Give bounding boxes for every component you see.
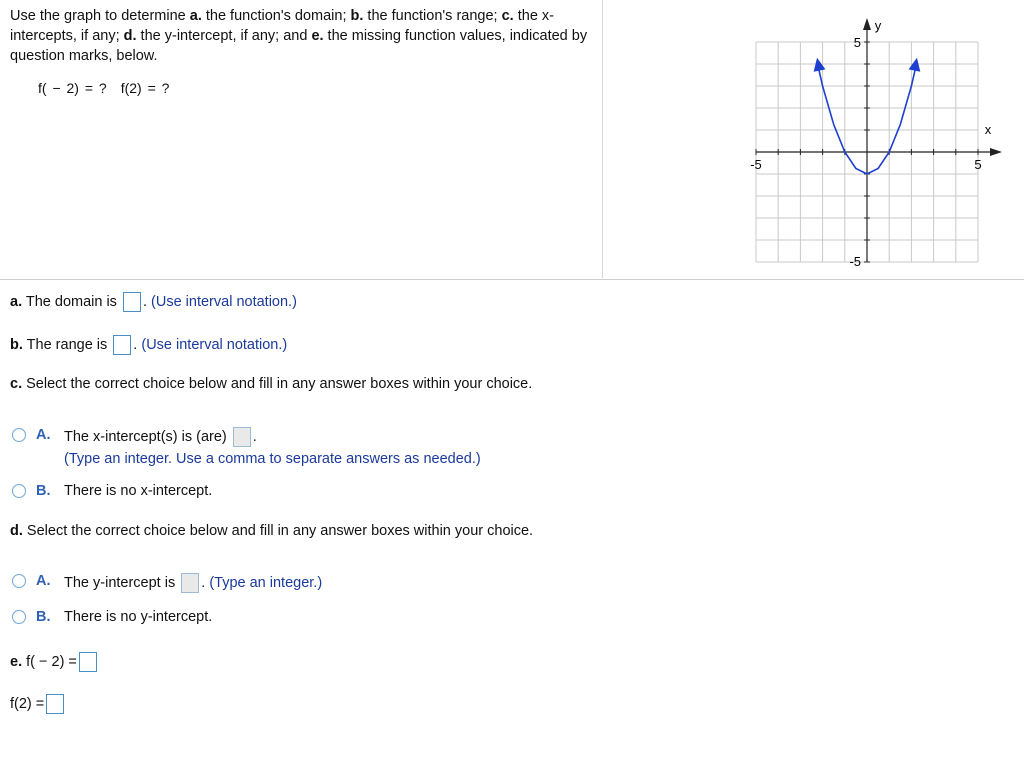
f-2-unknown: f(2) = ? xyxy=(120,80,170,96)
choice-c-b-letter: B. xyxy=(36,483,51,499)
prompt-text: the missing function values, indicated by question marks, below. xyxy=(10,28,588,64)
vertical-divider xyxy=(602,0,603,278)
choice-c-b-radio[interactable] xyxy=(12,484,26,498)
question-b-label: b. xyxy=(10,336,23,353)
x-intercept-answer-box[interactable] xyxy=(233,427,251,447)
domain-answer-box[interactable] xyxy=(123,292,141,312)
question-c-label: c. xyxy=(10,376,23,392)
question-d xyxy=(10,523,533,539)
y-tick-label-max: 5 xyxy=(853,35,861,50)
question-b-period: . xyxy=(133,336,138,353)
f2-answer-box[interactable] xyxy=(46,694,64,714)
f-neg2-answer-box[interactable] xyxy=(79,652,97,672)
missing-values-line xyxy=(38,80,183,96)
y-axis-label: y xyxy=(874,18,882,33)
question-b-hint: (Use interval notation.) xyxy=(141,336,288,353)
curve-right-arrow xyxy=(909,58,921,72)
f-neg2-unknown: f( − 2) = ? xyxy=(38,80,107,96)
choice-c-b-text: There is no x-intercept. xyxy=(64,483,213,499)
question-b xyxy=(10,335,287,355)
question-a-text: The domain is xyxy=(22,293,117,310)
graph-axes xyxy=(756,18,1002,262)
choice-c-a-period: . xyxy=(252,428,257,445)
question-d-text: Select the correct choice below and fill in any answer boxes within your choice. xyxy=(22,523,534,539)
f2-question xyxy=(10,694,66,714)
question-a-label: a. xyxy=(10,293,23,310)
curve-left-arrow xyxy=(814,58,826,72)
choice-d-a-text: The y-intercept is xyxy=(64,574,176,591)
range-answer-box[interactable] xyxy=(113,335,131,355)
horizontal-divider xyxy=(0,279,1024,280)
question-a xyxy=(10,292,297,312)
choice-c-a-letter: A. xyxy=(36,427,51,443)
choice-d-b-text: There is no y-intercept. xyxy=(64,609,213,625)
choice-d-a-radio[interactable] xyxy=(12,574,26,588)
question-d-label: d. xyxy=(10,523,23,539)
choice-d-a-line xyxy=(64,573,322,593)
x-axis-arrow xyxy=(990,148,1002,156)
choice-c-a-line xyxy=(64,427,257,447)
choice-c-a-hint: (Type an integer. Use a comma to separate answers as needed.) xyxy=(64,451,481,467)
x-tick-label-max: 5 xyxy=(974,157,982,172)
question-b-text: The range is xyxy=(22,336,108,353)
f2-text: f(2) = xyxy=(10,695,45,712)
prompt-label-c: c. xyxy=(501,8,514,24)
prompt-label-e: e. xyxy=(311,28,324,44)
y-intercept-answer-box[interactable] xyxy=(181,573,199,593)
question-c-text: Select the correct choice below and fill in any answer boxes within your choice. xyxy=(22,376,533,392)
x-axis-label: x xyxy=(984,122,992,137)
question-a-hint: (Use interval notation.) xyxy=(151,293,297,310)
choice-d-a-letter: A. xyxy=(36,573,51,589)
question-a-period: . xyxy=(142,293,147,310)
question-c xyxy=(10,376,532,392)
y-tick-label-min: -5 xyxy=(849,254,861,269)
choice-d-a-period: . xyxy=(201,574,206,591)
prompt-text: the y-intercept, if any; and xyxy=(136,28,312,44)
prompt-text: the function's domain; xyxy=(201,8,351,24)
prompt-label-a: a. xyxy=(189,8,202,24)
prompt-text: the x-intercepts, if any; xyxy=(10,8,554,44)
question-e-text: f( − 2) = xyxy=(22,653,77,670)
choice-d-a-hint: (Type an integer.) xyxy=(209,574,323,591)
function-graph xyxy=(730,8,1020,270)
prompt-label-b: b. xyxy=(350,8,364,24)
choice-c-a-text: The x-intercept(s) is (are) xyxy=(64,428,227,445)
prompt-text: Use the graph to determine xyxy=(10,8,190,24)
choice-d-b-letter: B. xyxy=(36,609,51,625)
choice-c-a-radio[interactable] xyxy=(12,428,26,442)
question-e-label: e. xyxy=(10,653,23,670)
choice-d-b-radio[interactable] xyxy=(12,610,26,624)
question-e xyxy=(10,652,99,672)
prompt-label-d: d. xyxy=(123,28,137,44)
x-tick-label-min: -5 xyxy=(750,157,762,172)
question-prompt xyxy=(10,6,600,66)
y-axis-arrow xyxy=(863,18,871,30)
prompt-text: the function's range; xyxy=(363,8,502,24)
